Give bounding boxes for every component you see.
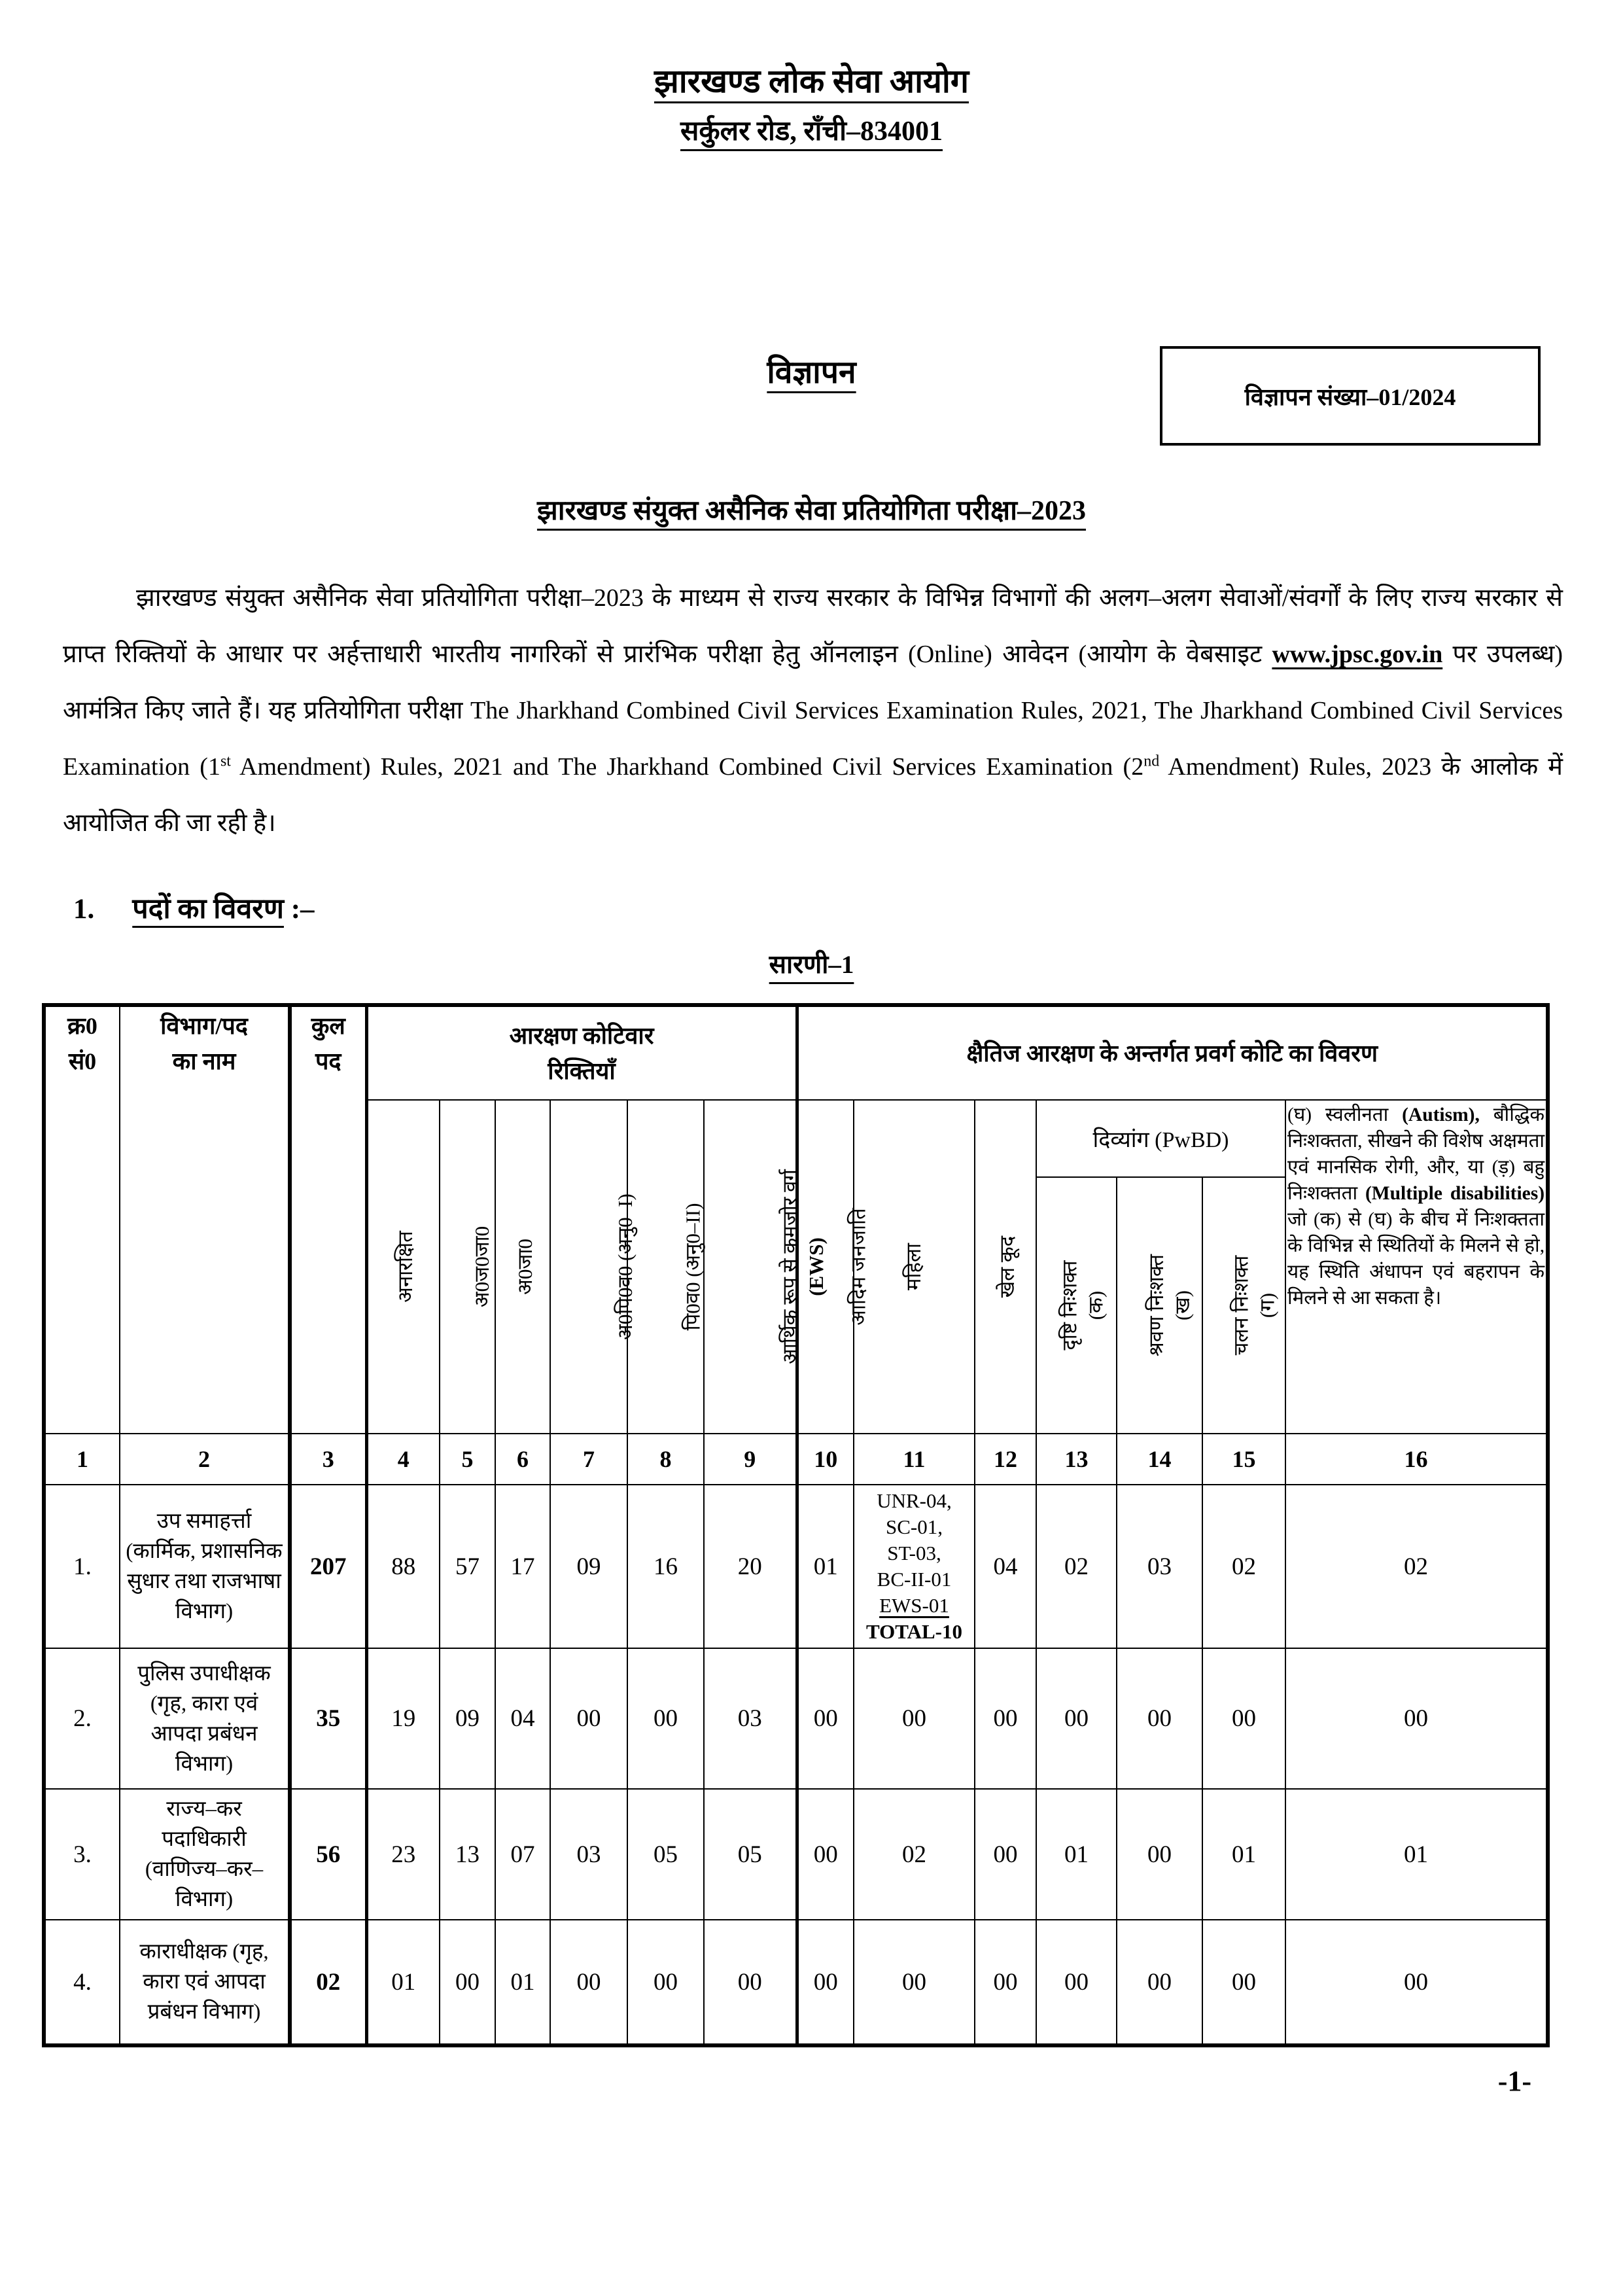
table-cell: 01 — [1036, 1789, 1117, 1920]
header-hearing-disability: श्रवण निःशक्त (ख) — [1117, 1177, 1202, 1434]
table-cell: उप समाहर्त्ता (कार्मिक, प्रशासनिक सुधार तथा राजभाषा विभाग) — [120, 1485, 290, 1648]
table-cell: 04 — [975, 1485, 1036, 1648]
table-cell: 03 — [704, 1648, 797, 1789]
org-name-heading: झारखण्ड लोक सेवा आयोग — [654, 63, 969, 99]
section-suffix: :– — [283, 894, 315, 925]
advertisement-section — [0, 345, 1623, 459]
table-cell: 00 — [550, 1648, 627, 1789]
table-cell: 02 — [290, 1920, 366, 2045]
table-cell: 3. — [44, 1789, 120, 1920]
table-cell: 00 — [975, 1648, 1036, 1789]
header-reservation-group: आरक्षण कोटिवार रिक्तियाँ — [366, 1005, 797, 1100]
table-cell: काराधीक्षक (गृह, कारा एवं आपदा प्रबंधन विभाग) — [120, 1920, 290, 2045]
table-cell: 00 — [797, 1920, 854, 2045]
table-cell: 00 — [440, 1920, 495, 2045]
table-cell: 00 — [550, 1920, 627, 2045]
table-cell: 00 — [627, 1920, 704, 2045]
table-cell: 02 — [1285, 1485, 1548, 1648]
page-number: -1- — [1497, 2065, 1531, 2097]
header-pwbd-note: (घ) स्वलीनता (Autism), बौद्धिक निःशक्तता, सीखने की विशेष अक्षमता एवं मानसिक रोगी, और, या (ड़) बहु निःशक्तता (Multiple disabilities) जो (क) से (घ) के बीच में निःशक्तता के विभिन्न से स्थितियों के मिलने से हो, यह स्थिति अंधापन एवं बहरापन के मिलने से आ सकता है। — [1285, 1100, 1548, 1434]
header-sports: खेल कूद — [975, 1100, 1036, 1434]
table-cell: 00 — [975, 1920, 1036, 2045]
table-cell: 00 — [797, 1789, 854, 1920]
header-women: महिला — [854, 1100, 975, 1434]
header-st: अ0ज0जा0 — [440, 1100, 495, 1434]
exam-title: झारखण्ड संयुक्त असैनिक सेवा प्रतियोगिता परीक्षा–2023 — [536, 496, 1087, 526]
header-pwbd-group: दिव्यांग (PwBD) — [1036, 1100, 1285, 1177]
org-address: सर्कुलर रोड, राँची–834001 — [680, 116, 943, 147]
header-ews: आर्थिक रूप से कमजोर वर्ग (EWS) — [704, 1100, 797, 1434]
header-total-posts: कुल पद — [290, 1005, 366, 1434]
table-cell: 09 — [550, 1485, 627, 1648]
table-cell: 13 — [440, 1789, 495, 1920]
table-cell: 17 — [495, 1485, 550, 1648]
table-cell: 88 — [366, 1485, 440, 1648]
table-cell: 00 — [854, 1648, 975, 1789]
header-unreserved: अनारक्षित — [366, 1100, 440, 1434]
table-cell: 00 — [1117, 1648, 1202, 1789]
table-cell: 19 — [366, 1648, 440, 1789]
table-cell: 00 — [1202, 1648, 1285, 1789]
table-cell: 00 — [1036, 1648, 1117, 1789]
advertisement-number: विज्ञापन संख्या–01/2024 — [1244, 383, 1456, 410]
table-body — [44, 1485, 1548, 2045]
table-cell: 02 — [854, 1789, 975, 1920]
table-cell: 00 — [797, 1648, 854, 1789]
table-cell: राज्य–कर पदाधिकारी (वाणिज्य–कर– विभाग) — [120, 1789, 290, 1920]
header-sc: अ0जा0 — [495, 1100, 550, 1434]
table-cell: 207 — [290, 1485, 366, 1648]
table-cell: UNR-04, SC-01, ST-03, BC-II-01 EWS-01 TOTAL-10 — [854, 1485, 975, 1648]
table-cell: 05 — [627, 1789, 704, 1920]
advertisement-heading: विज्ञापन — [767, 355, 856, 390]
table-cell: 02 — [1036, 1485, 1117, 1648]
table-row — [44, 1789, 1548, 1920]
header-horizontal-group: क्षैतिज आरक्षण के अन्तर्गत प्रवर्ग कोटि का विवरण — [797, 1005, 1548, 1100]
advertisement-number-box — [1160, 346, 1541, 446]
header-primitive-tribe: आदिम जनजाति — [797, 1100, 854, 1434]
table-cell: 20 — [704, 1485, 797, 1648]
table-cell: 00 — [1036, 1920, 1117, 2045]
section-title: पदों का विवरण — [132, 894, 284, 925]
table-cell: 00 — [627, 1648, 704, 1789]
table-cell: 01 — [797, 1485, 854, 1648]
table-row — [44, 1485, 1548, 1648]
table-cell: 00 — [1202, 1920, 1285, 2045]
table-cell: 35 — [290, 1648, 366, 1789]
table-cell: 01 — [1285, 1789, 1548, 1920]
table-caption: सारणी–1 — [769, 951, 854, 979]
table-cell: 00 — [975, 1789, 1036, 1920]
table-cell: 05 — [704, 1789, 797, 1920]
section-1-heading — [73, 888, 1623, 927]
table-cell: 1. — [44, 1485, 120, 1648]
table-cell: 56 — [290, 1789, 366, 1920]
table-cell: पुलिस उपाधीक्षक (गृह, कारा एवं आपदा प्रबंधन विभाग) — [120, 1648, 290, 1789]
header-locomotor-disability: चलन निःशक्त (ग) — [1202, 1177, 1285, 1434]
table-cell: 00 — [854, 1920, 975, 2045]
table-cell: 03 — [550, 1789, 627, 1920]
header-dept-post: विभाग/पद का नाम — [120, 1005, 290, 1434]
table-cell: 00 — [1285, 1648, 1548, 1789]
table-cell: 09 — [440, 1648, 495, 1789]
header-sl-no: क्र0 सं0 — [44, 1005, 120, 1434]
table-cell: 00 — [704, 1920, 797, 2045]
header-ebc-1: अ0पि0व0 (अनु0–I) — [550, 1100, 627, 1434]
table-row — [44, 1920, 1548, 2045]
table-cell: 01 — [366, 1920, 440, 2045]
table-cell: 02 — [1202, 1485, 1285, 1648]
table-cell: 00 — [1285, 1920, 1548, 2045]
table-cell: 57 — [440, 1485, 495, 1648]
table-cell: 07 — [495, 1789, 550, 1920]
vacancy-table — [42, 1003, 1550, 2047]
table-cell: 04 — [495, 1648, 550, 1789]
header-bc-2: पि0व0 (अनु0–II) — [627, 1100, 704, 1434]
table-row — [44, 1648, 1548, 1789]
table-cell: 2. — [44, 1648, 120, 1789]
table-cell: 16 — [627, 1485, 704, 1648]
intro-paragraph: झारखण्ड संयुक्त असैनिक सेवा प्रतियोगिता परीक्षा–2023 के माध्यम से राज्य सरकार के विभिन्न विभागों की अलग–अलग सेवाओं/संवर्गों के लिए राज्य सरकार से प्राप्त रिक्तियों के आधार पर अर्हत्ताधारी भारतीय नागरिकों से प्रारंभिक परीक्षा हेतु ऑनलाइन (Online) आवेदन (आयोग के वेबसाइट www.jpsc.gov.in पर उपलब्ध) आमंत्रित किए जाते हैं। यह प्रतियोगिता परीक्षा The Jharkhand Combined Civil Services Examination Rules, 2021, The Jharkhand Combined Civil Services Examination (1st Amendment) Rules, 2021 and The Jharkhand Combined Civil Services Examination (2nd Amendment) Rules, 2023 के आलोक में आयोजित की जा रही है। — [63, 584, 1563, 837]
header-visual-disability: दृष्टि निःशक्त (क) — [1036, 1177, 1117, 1434]
section-number: 1. — [73, 894, 95, 925]
column-number-row: 1 2 3 4 5 6 7 8 9 10 11 12 13 14 15 16 — [44, 1434, 1548, 1485]
table-cell: 00 — [1117, 1920, 1202, 2045]
table-cell: 03 — [1117, 1485, 1202, 1648]
table-cell: 01 — [495, 1920, 550, 2045]
table-cell: 01 — [1202, 1789, 1285, 1920]
table-cell: 4. — [44, 1920, 120, 2045]
table-cell: 23 — [366, 1789, 440, 1920]
table-cell: 00 — [1117, 1789, 1202, 1920]
